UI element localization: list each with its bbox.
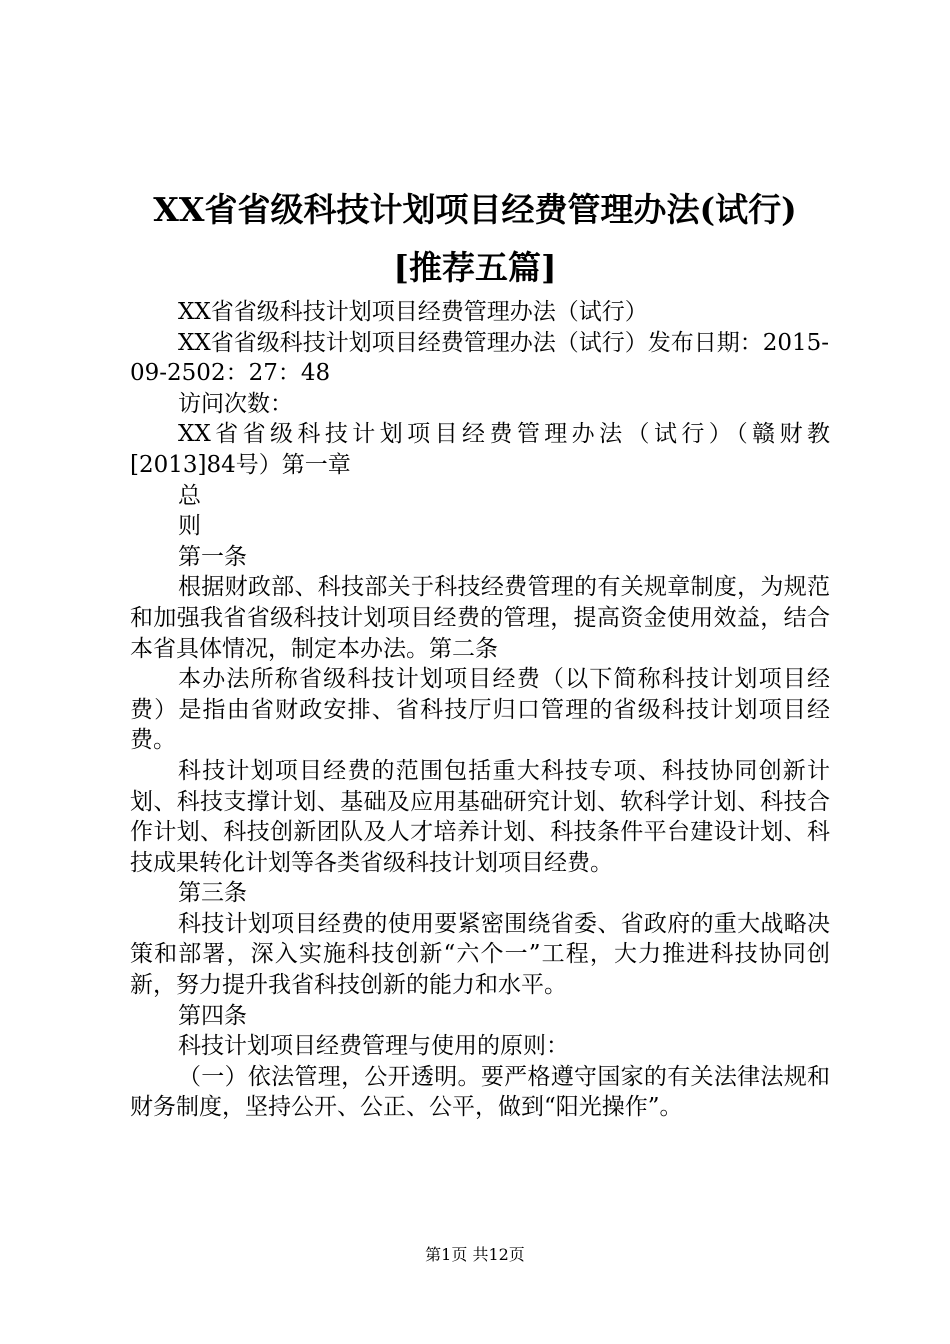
paragraph-chapter-word-1: 总: [178, 482, 201, 509]
document-title-line-1: XX省省级科技计划项目经费管理办法(试行): [153, 190, 797, 229]
article-heading-3: 第三条: [178, 880, 247, 907]
page-footer: 第1页 共12页: [425, 1245, 525, 1264]
paragraph-article-1: 根据财政部、科技部关于科技经费管理的有关规章制度，为规范和加强我省省级科技计划项目经费的管理，提高资金使用效益，结合本省具体情况，制定本办法。第二条: [130, 574, 830, 662]
paragraph-publish-date: XX省省级科技计划项目经费管理办法（试行）发布日期：2015-09-2502：27：48: [130, 329, 830, 387]
paragraph-article-3: 科技计划项目经费的使用要紧密围绕省委、省政府的重大战略决策和部署，深入实施科技创新“六个一”工程，大力推进科技协同创新，努力提升我省科技创新的能力和水平。: [130, 910, 830, 999]
paragraph-article-2-scope: 科技计划项目经费的范围包括重大科技专项、科技协同创新计划、科技支撑计划、基础及应用基础研究计划、软科学计划、科技合作计划、科技创新团队及人才培养计划、科技条件平台建设计划、科技成果转化计划等各类省级科技计划项目经费。: [130, 757, 830, 876]
paragraph-chapter-word-2: 则: [178, 513, 201, 540]
paragraph-article-2: 本办法所称省级科技计划项目经费（以下简称科技计划项目经费）是指由省财政安排、省科技厅归口管理的省级科技计划项目经费。: [130, 666, 830, 754]
article-heading-1: 第一条: [178, 543, 247, 570]
paragraph-article-4-intro: 科技计划项目经费管理与使用的原则：: [178, 1033, 569, 1060]
document-body: [130, 297, 830, 1123]
paragraph-principle-1: （一）依法管理，公开透明。要严格遵守国家的有关法律法规和财务制度，坚持公开、公正、公平，做到“阳光操作”。: [130, 1063, 830, 1121]
article-heading-4: 第四条: [178, 1002, 247, 1029]
paragraph-doc-number: XX省省级科技计划项目经费管理办法（试行）（赣财教[2013]84号）第一章: [130, 421, 830, 478]
document-title-line-2: [推荐五篇]: [393, 248, 557, 287]
paragraph-subtitle: XX省省级科技计划项目经费管理办法（试行）: [178, 299, 648, 325]
paragraph-visit-count: 访问次数：: [178, 390, 293, 417]
